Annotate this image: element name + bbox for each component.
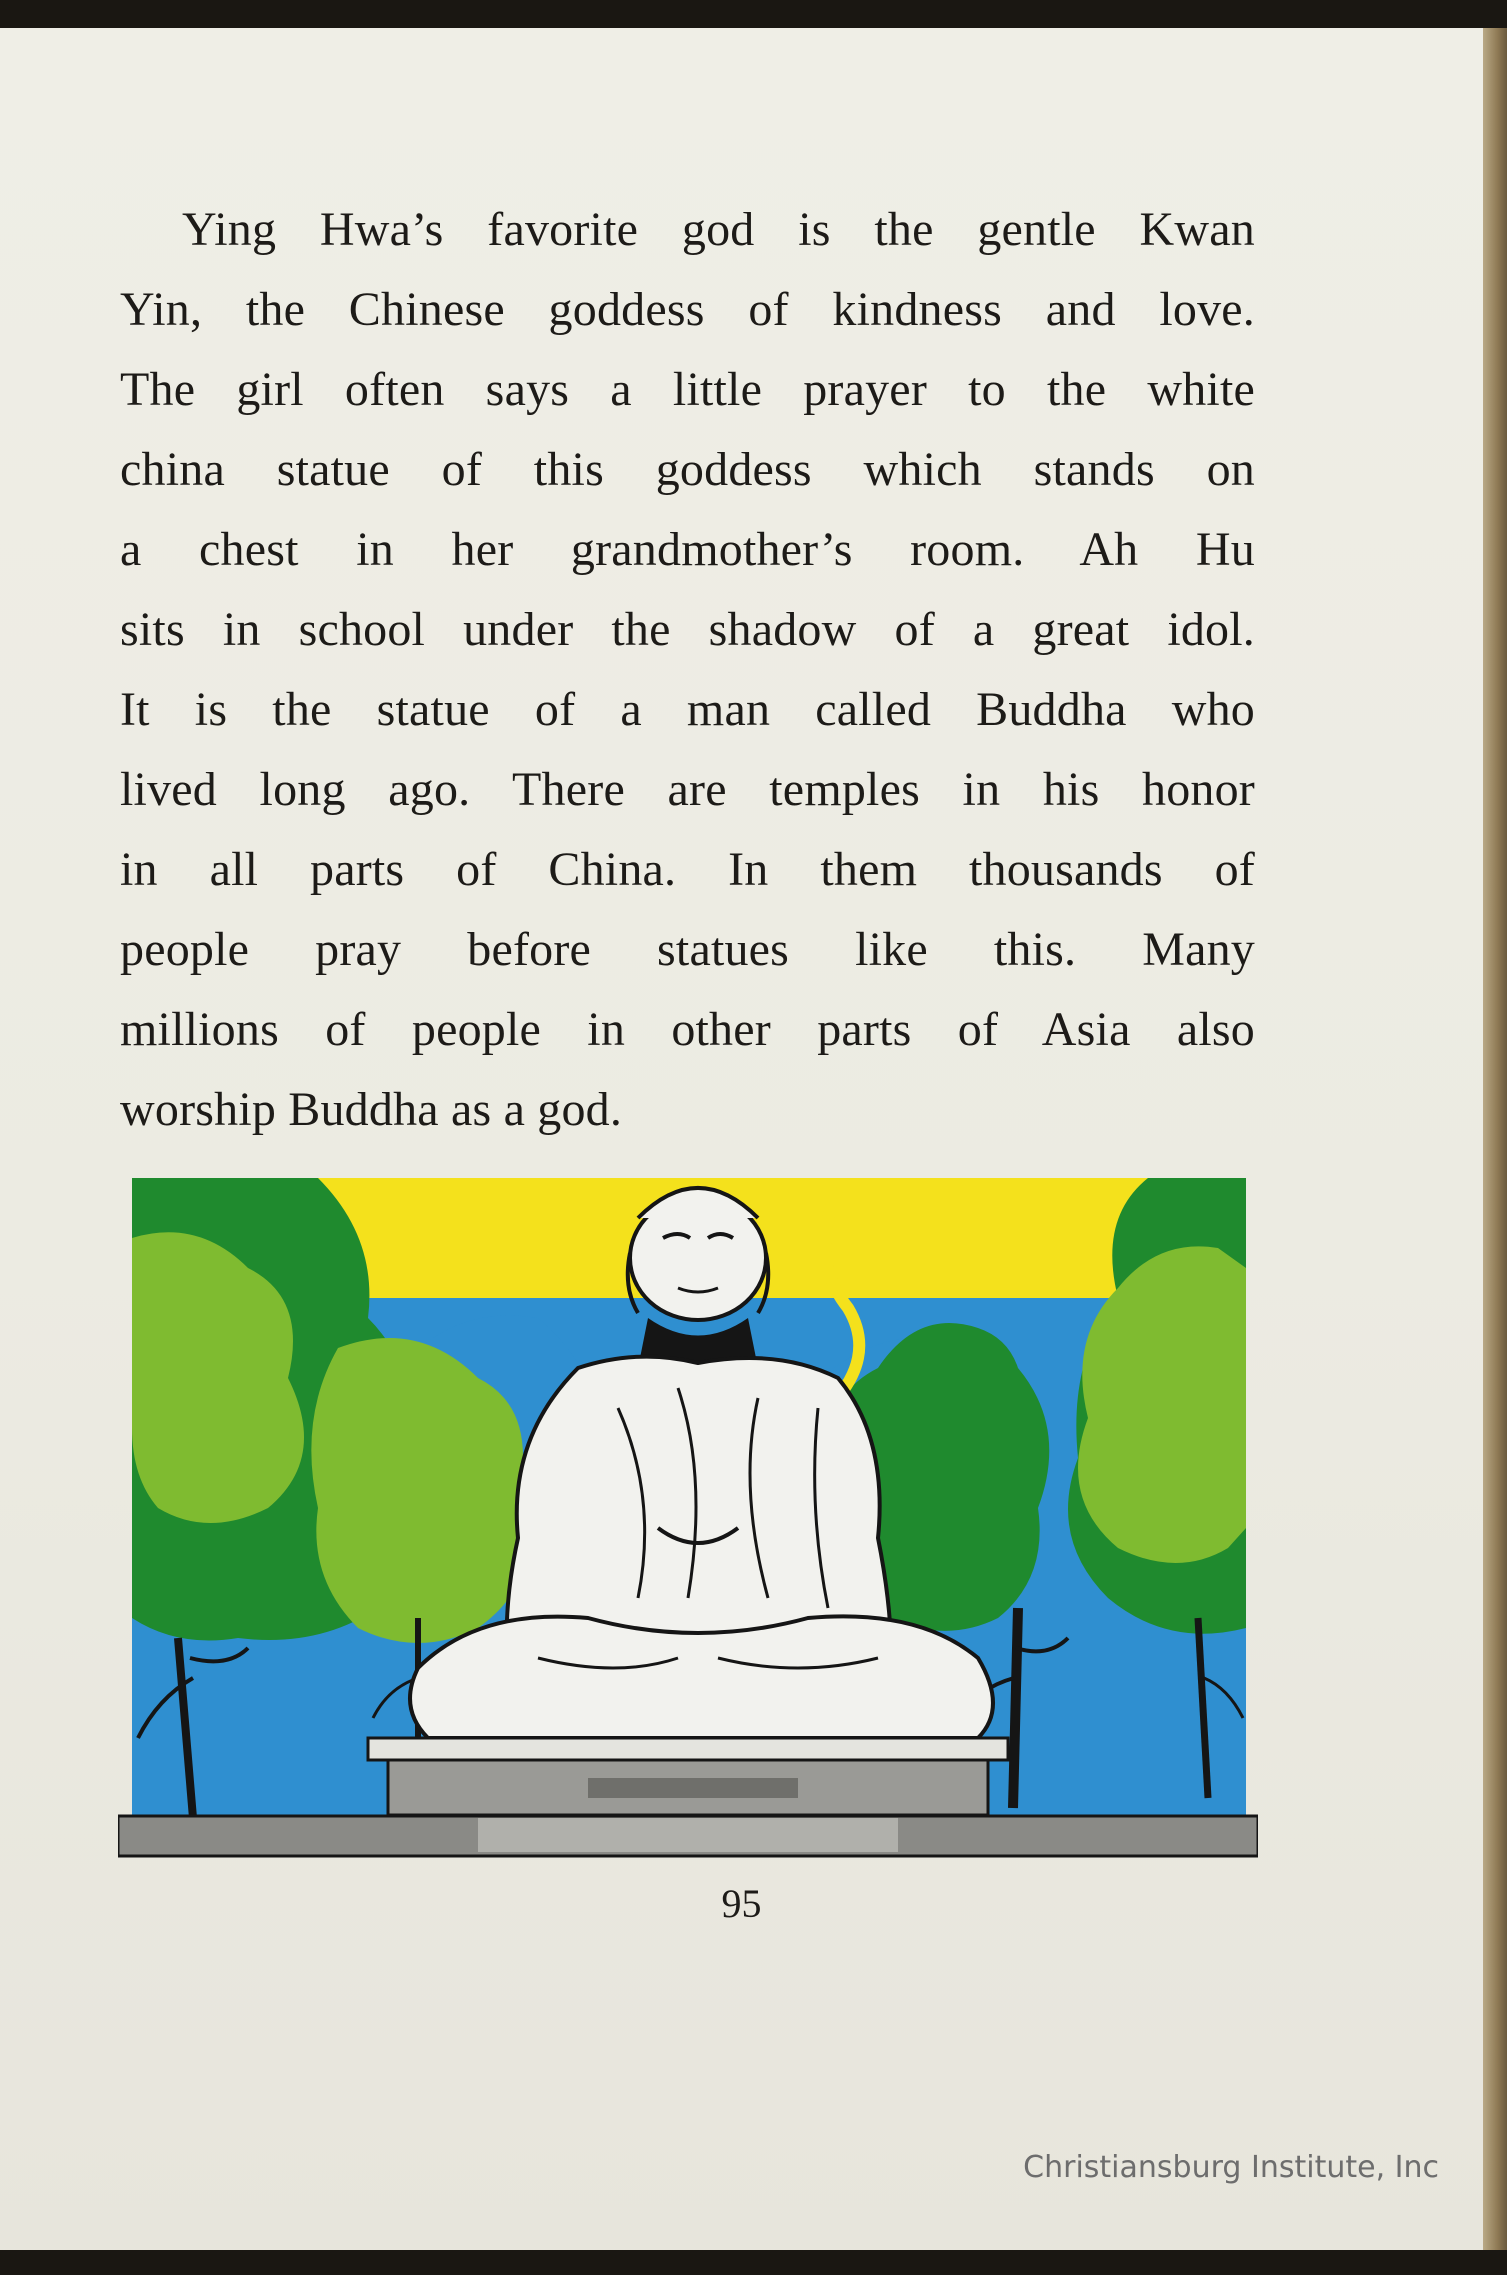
text-line: Yin, the Chinese goddess of kindness and love. bbox=[120, 283, 1255, 336]
text-line: people pray before statues like this. Many bbox=[120, 923, 1255, 976]
text-line: worship Buddha as a god. bbox=[120, 1083, 623, 1136]
watermark: Christiansburg Institute, Inc bbox=[1023, 2150, 1439, 2185]
text-line: lived long ago. There are temples in his honor bbox=[120, 763, 1255, 816]
text-line: a chest in her grandmother’s room. Ah Hu bbox=[120, 523, 1255, 576]
buddha-illustration bbox=[118, 1178, 1258, 1860]
page-edge bbox=[1483, 28, 1507, 2250]
text-line: china statue of this goddess which stands on bbox=[120, 443, 1255, 496]
body-paragraph bbox=[120, 190, 1255, 1150]
text-line: It is the statue of a man called Buddha who bbox=[120, 683, 1255, 736]
text-line: Ying Hwa’s favorite god is the gentle Kwan bbox=[182, 203, 1255, 256]
text-line: millions of people in other parts of Asia also bbox=[120, 1003, 1255, 1056]
text-line: sits in school under the shadow of a great idol. bbox=[120, 603, 1255, 656]
text-line: The girl often says a little prayer to the white bbox=[120, 363, 1255, 416]
page-number: 95 bbox=[721, 1881, 762, 1926]
text-line: in all parts of China. In them thousands of bbox=[120, 843, 1255, 896]
